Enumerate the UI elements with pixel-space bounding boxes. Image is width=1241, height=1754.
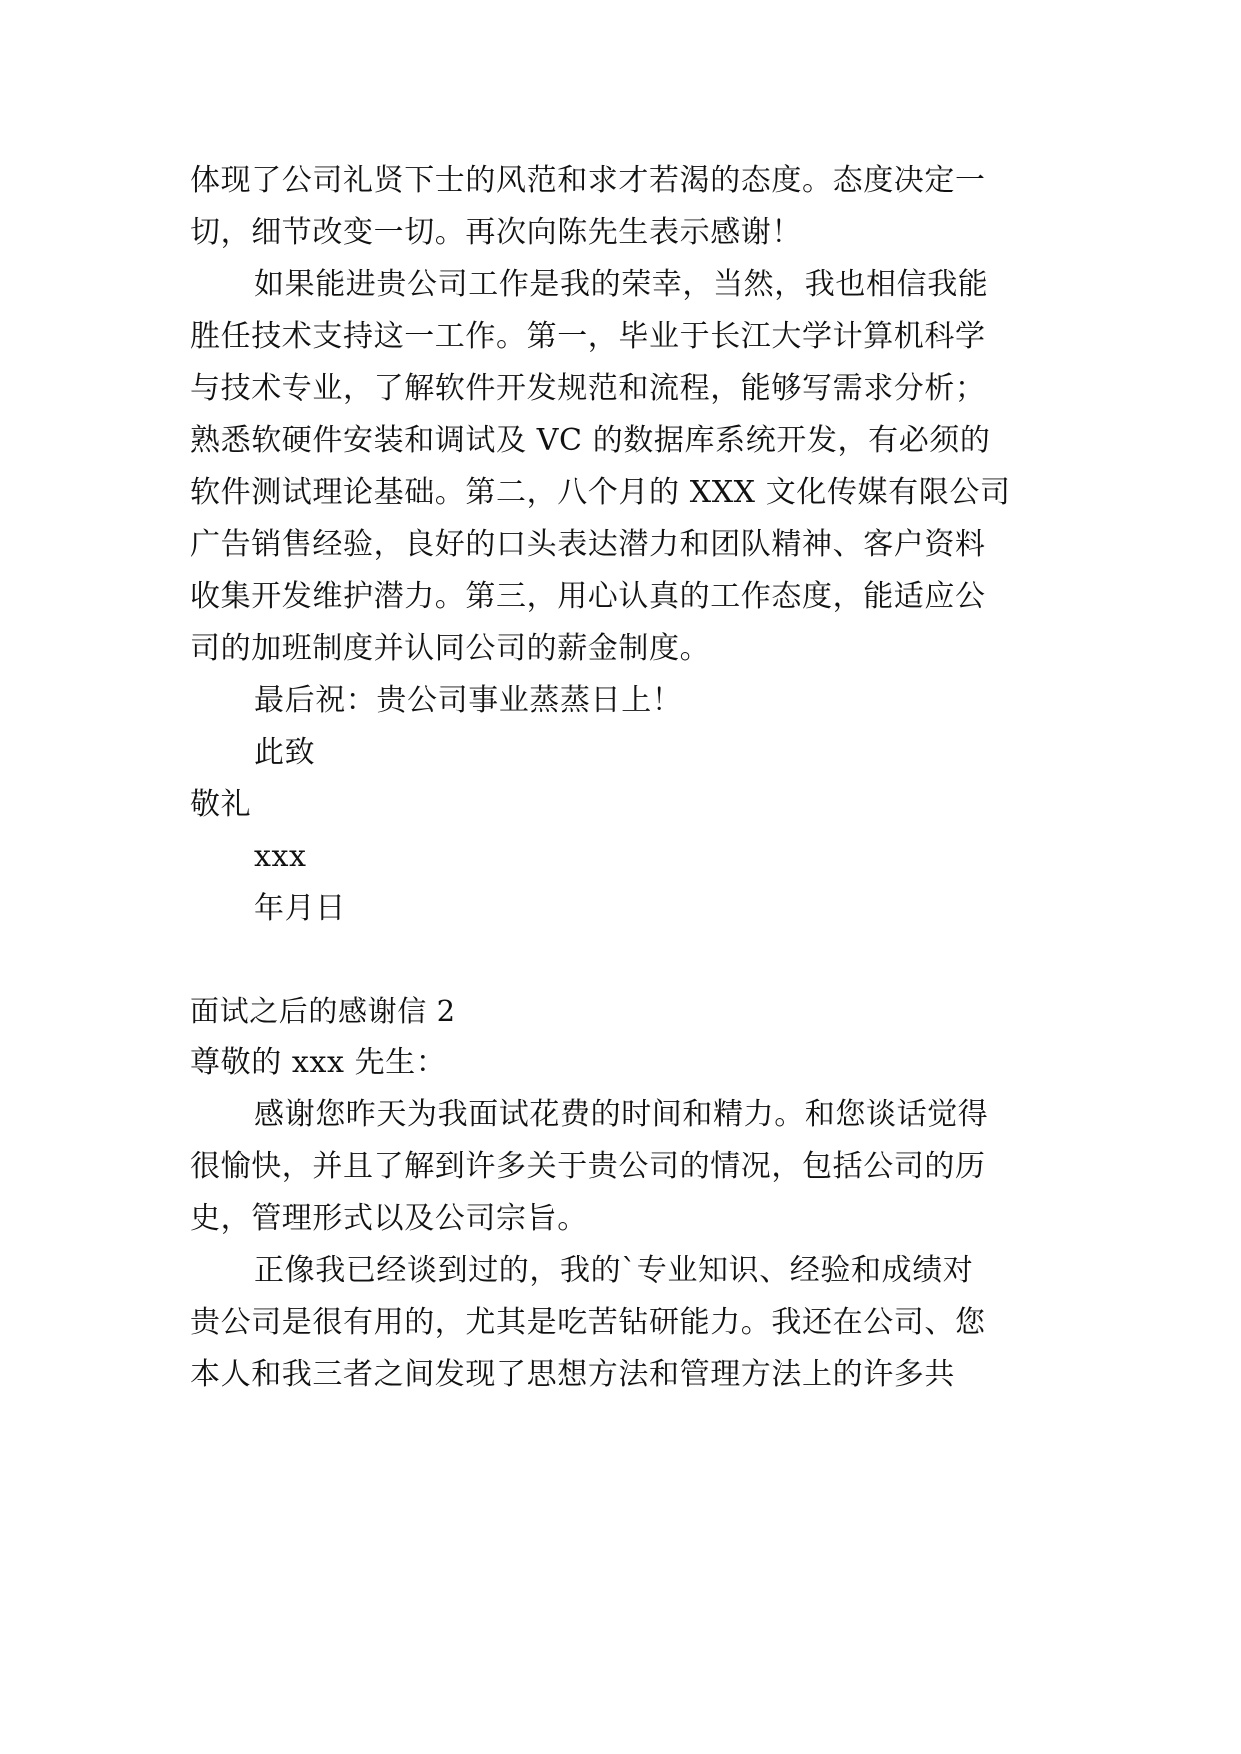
letter-title: 面试之后的感谢信 2 — [190, 994, 456, 1028]
text-line: 熟悉软硬件安装和调试及 VC 的数据库系统开发，有必须的 — [190, 423, 991, 458]
text-line: 广告销售经验，良好的口头表达潜力和团队精神、客户资料 — [190, 527, 986, 562]
text-line: 本人和我三者之间发现了思想方法和管理方法上的许多共 — [190, 1357, 955, 1392]
text-line: 体现了公司礼贤下士的风范和求才若渴的态度。态度决定一 — [190, 163, 986, 198]
salutation-cizhi: 此致 — [254, 735, 316, 770]
text-line: 与技术专业，了解软件开发规范和流程，能够写需求分析； — [190, 371, 986, 406]
paragraph-first-line: 感谢您昨天为我面试花费的时间和精力。和您谈话觉得 — [254, 1097, 989, 1132]
text-line: 收集开发维护潜力。第三，用心认真的工作态度，能适应公 — [190, 579, 986, 614]
letter-greeting: 尊敬的 xxx 先生： — [190, 1045, 447, 1080]
text-line: 史，管理形式以及公司宗旨。 — [190, 1201, 588, 1236]
text-line: 胜任技术支持这一工作。第一，毕业于长江大学计算机科学 — [190, 319, 986, 354]
closing-wish: 最后祝：贵公司事业蒸蒸日上！ — [254, 683, 683, 718]
text-line: 贵公司是很有用的，尤其是吃苦钻研能力。我还在公司、您 — [190, 1305, 986, 1340]
paragraph-first-line: 如果能进贵公司工作是我的荣幸，当然，我也相信我能 — [254, 267, 989, 302]
signature-name: xxx — [254, 839, 307, 874]
salutation-jingli: 敬礼 — [190, 787, 252, 822]
text-line: 切，细节改变一切。再次向陈先生表示感谢！ — [190, 215, 802, 250]
text-line: 很愉快，并且了解到许多关于贵公司的情况，包括公司的历 — [190, 1149, 986, 1184]
paragraph-first-line: 正像我已经谈到过的，我的`专业知识、经验和成绩对 — [254, 1253, 974, 1288]
signature-date: 年月日 — [254, 891, 346, 926]
text-line: 司的加班制度并认同公司的薪金制度。 — [190, 631, 711, 666]
text-line: 软件测试理论基础。第二，八个月的 XXX 文化传媒有限公司 — [190, 475, 1011, 510]
